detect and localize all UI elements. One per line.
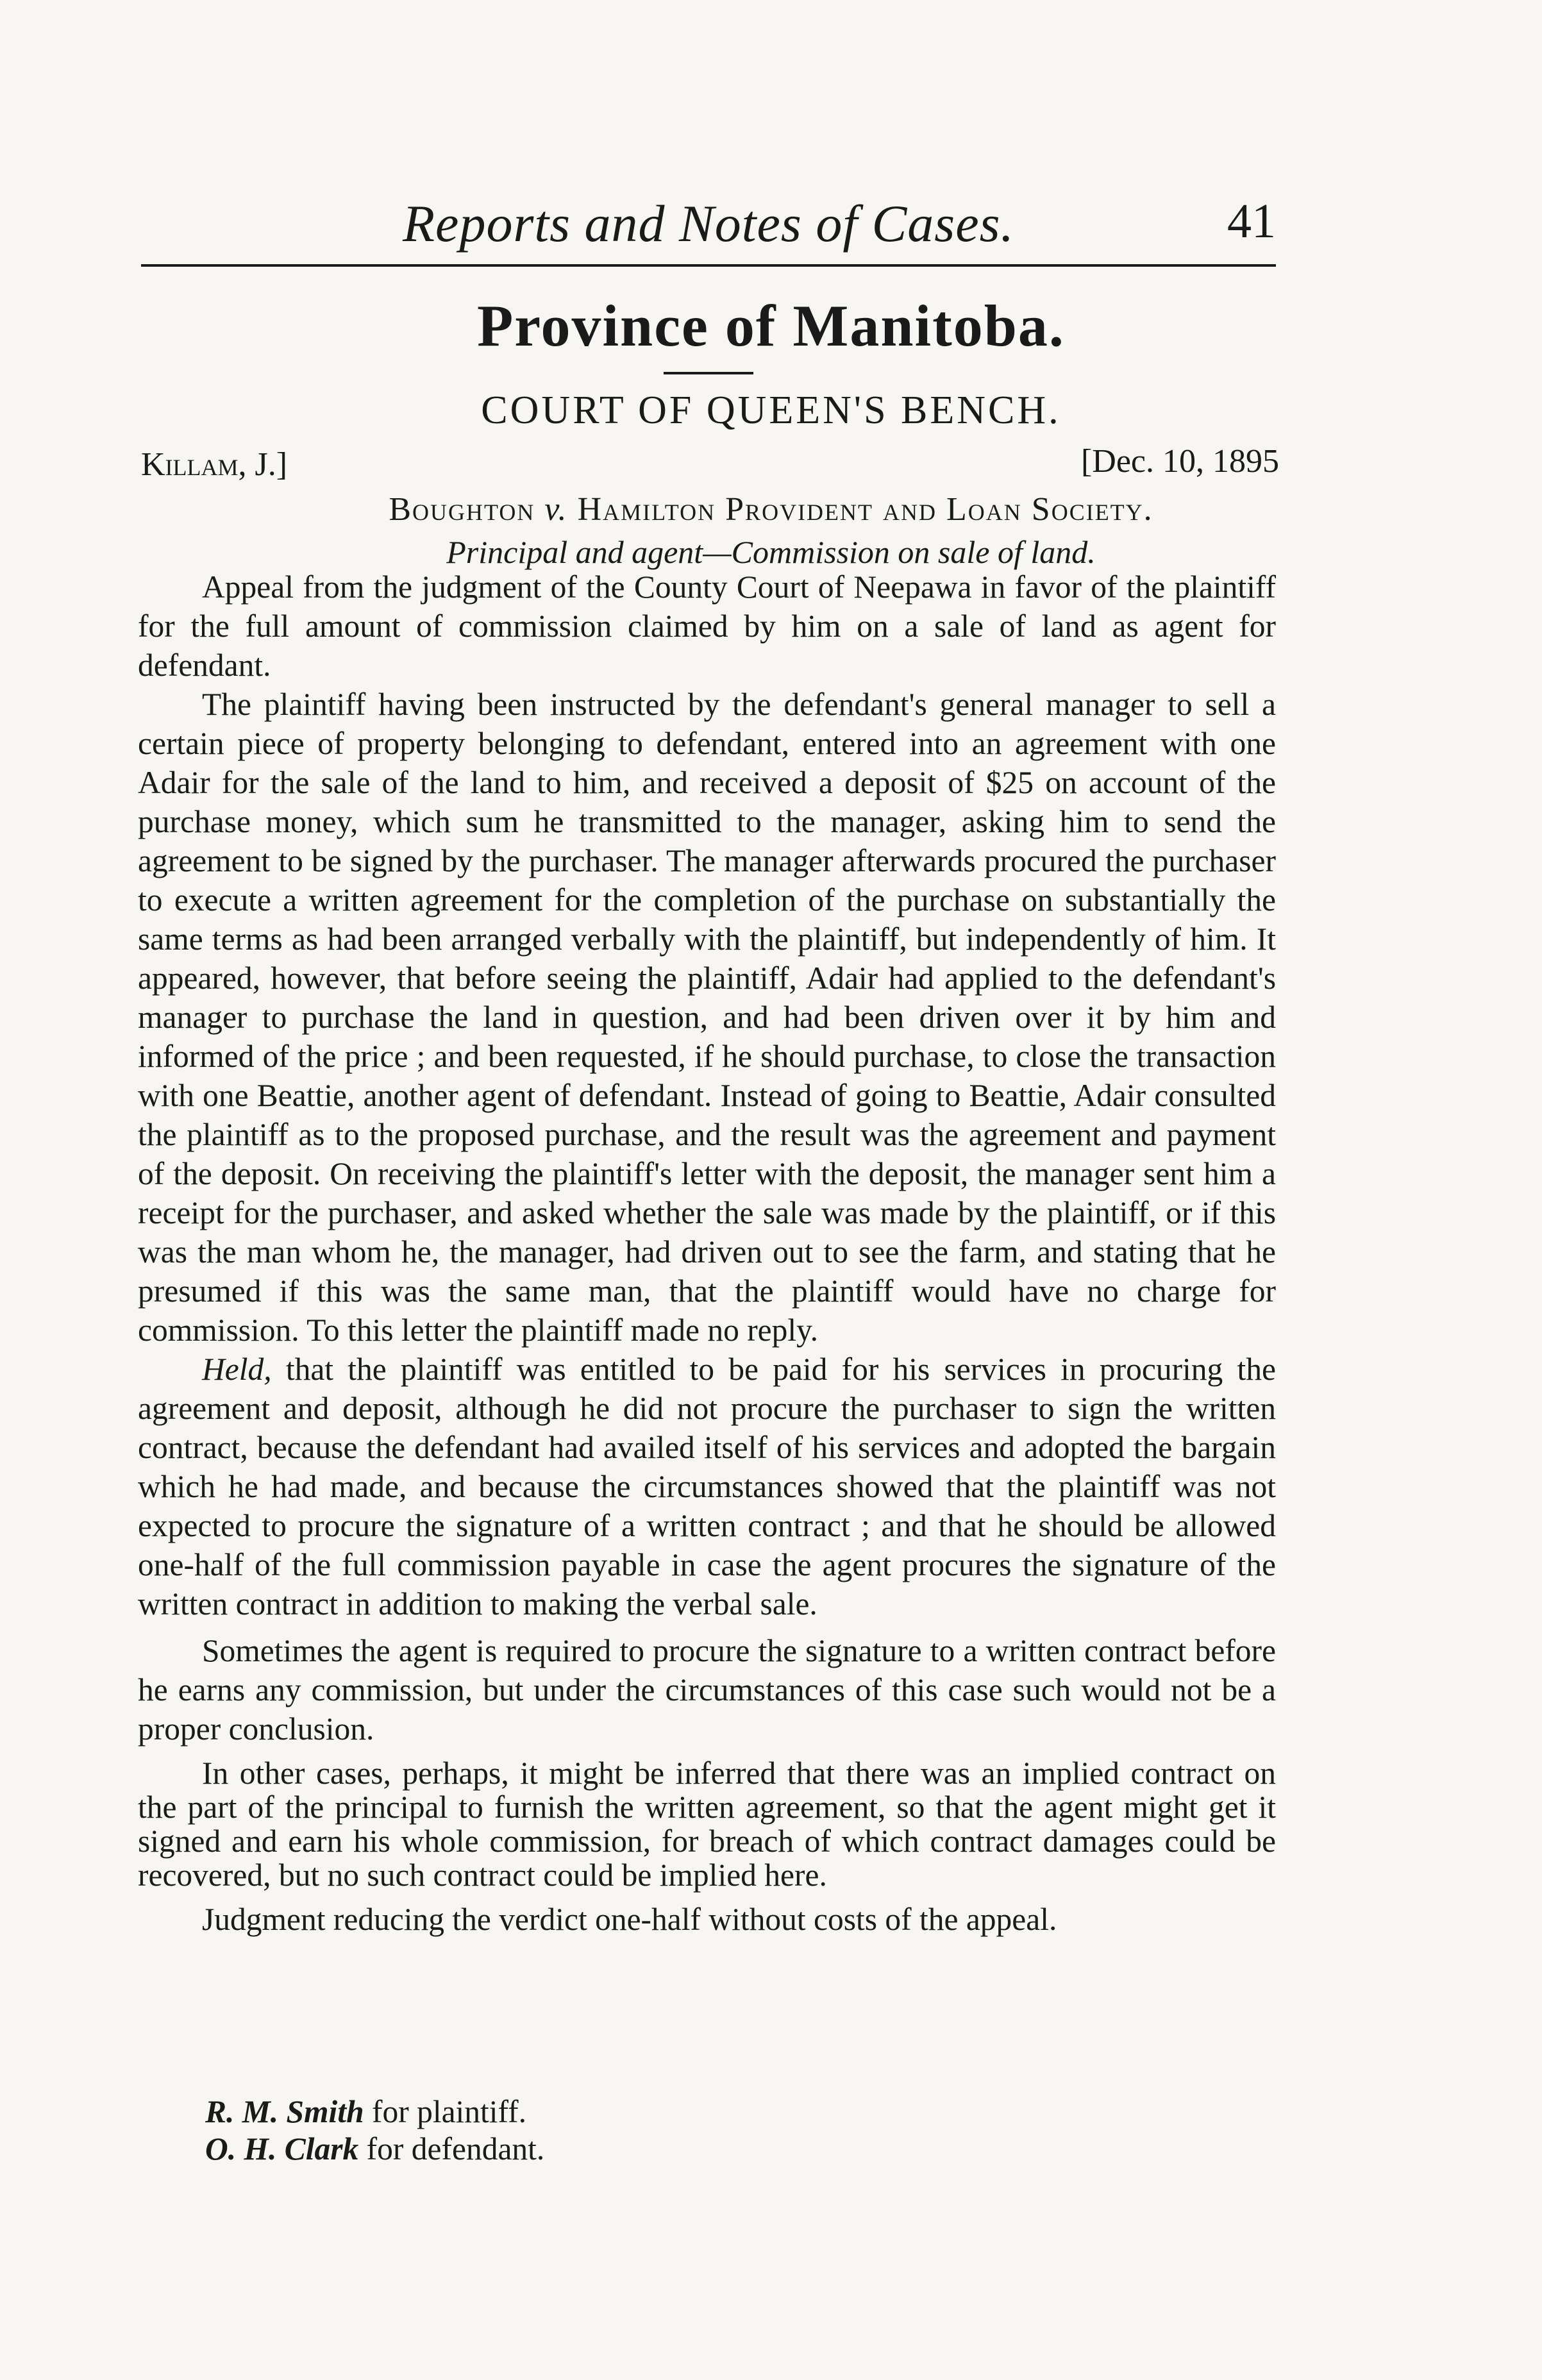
divider	[664, 372, 753, 374]
court-name: COURT OF QUEEN'S BENCH.	[481, 389, 1061, 432]
paragraph: The plaintiff having been instructed by the defendant's general manager to sell a certain piece of property belonging to defendant, entered into an agreement with one Adair for the sale of the land to him, and received a deposit of $25 on account of the purchase money, which sum he transmitted to the manager, asking him to send the agreement to be signed by the purchaser. The manager afterwards procured the purchaser to execute a written agreement for the completion of the purchase on substantially the same terms as had been arranged verbally with the plaintiff, but independently of him. It appeared, however, that before seeing the plaintiff, Adair had applied to the defendant's manager to purchase the land in question, and had been driven over it by him and informed of the price ; and been requested, if he should purchase, to close the transaction with one Beattie, another agent of defendant. Instead of going to Beattie, Adair consulted the plaintiff as to the proposed purchase, and the result was the agreement and payment of the deposit. On receiving the plaintiff's letter with the deposit, the manager sent him a receipt for the purchaser, and asked whether the sale was made by the plaintiff, or if this was the man whom he, the manager, had driven out to see the farm, and stating that he presumed if this was the same man, that the plaintiff would have no charge for commission. To this letter the plaintiff made no reply.	[138, 687, 1276, 1348]
case-name	[0, 490, 1542, 528]
paragraph	[138, 1350, 1276, 1623]
plaintiff-name: Boughton	[389, 491, 535, 528]
counsel-role: for defendant.	[358, 2131, 545, 2166]
case-date: [Dec. 10, 1895	[1080, 443, 1279, 480]
counsel-name: O. H. Clark	[205, 2131, 359, 2166]
page-number: 41	[1227, 194, 1276, 248]
judge: Killam, J.]	[141, 446, 288, 483]
defendant-name: Hamilton Provident and Loan Society.	[577, 491, 1153, 528]
versus: v.	[544, 491, 568, 528]
running-header	[141, 187, 1276, 267]
counsel-role: for plaintiff.	[364, 2094, 527, 2129]
counsel-plaintiff	[205, 2093, 544, 2131]
paragraph-text: that the plaintiff was entitled to be paid for his services in procuring the agreement and deposit, although he did not procure the purchaser to sign the written contract, because the defendant had availed itself of his services and adopted the bargain which he had made, and because the circumstances showed that the plaintiff was not expected to procure the signature of a written contract ; and that he should be allowed one-half of the full commission payable in case the agent procures the signature of the written contract in addition to making the verbal sale.	[138, 1352, 1276, 1622]
running-title: Reports and Notes of Cases.	[402, 194, 1015, 253]
counsel-list	[205, 2093, 544, 2168]
paragraph: In other cases, perhaps, it might be inferred that there was an implied contract on the part of the principal to furnish the written agreement, so that the agent might get it signed and earn his whole commission, for breach of which contract damages could be recovered, but no such contract could be implied here.	[138, 1756, 1276, 1893]
counsel-name: R. M. Smith	[205, 2094, 364, 2129]
case-body	[138, 567, 1276, 1939]
counsel-defendant	[205, 2131, 544, 2168]
held-label: Held,	[202, 1352, 272, 1387]
judgment: Judgment reducing the verdict one-half without costs of the appeal.	[202, 1902, 1057, 1937]
headnote: Principal and agent—Commission on sale of land.	[446, 534, 1096, 570]
paragraph: Appeal from the judgment of the County Court of Neepawa in favor of the plaintiff for the full amount of commission claimed by him on a sale of land as agent for defendant.	[138, 569, 1276, 683]
paragraph: Sometimes the agent is required to procure the signature to a written contract before he earns any commission, but under the circumstances of this case such would not be a proper conclusion.	[138, 1633, 1276, 1747]
section-title: Province of Manitoba.	[477, 293, 1065, 358]
